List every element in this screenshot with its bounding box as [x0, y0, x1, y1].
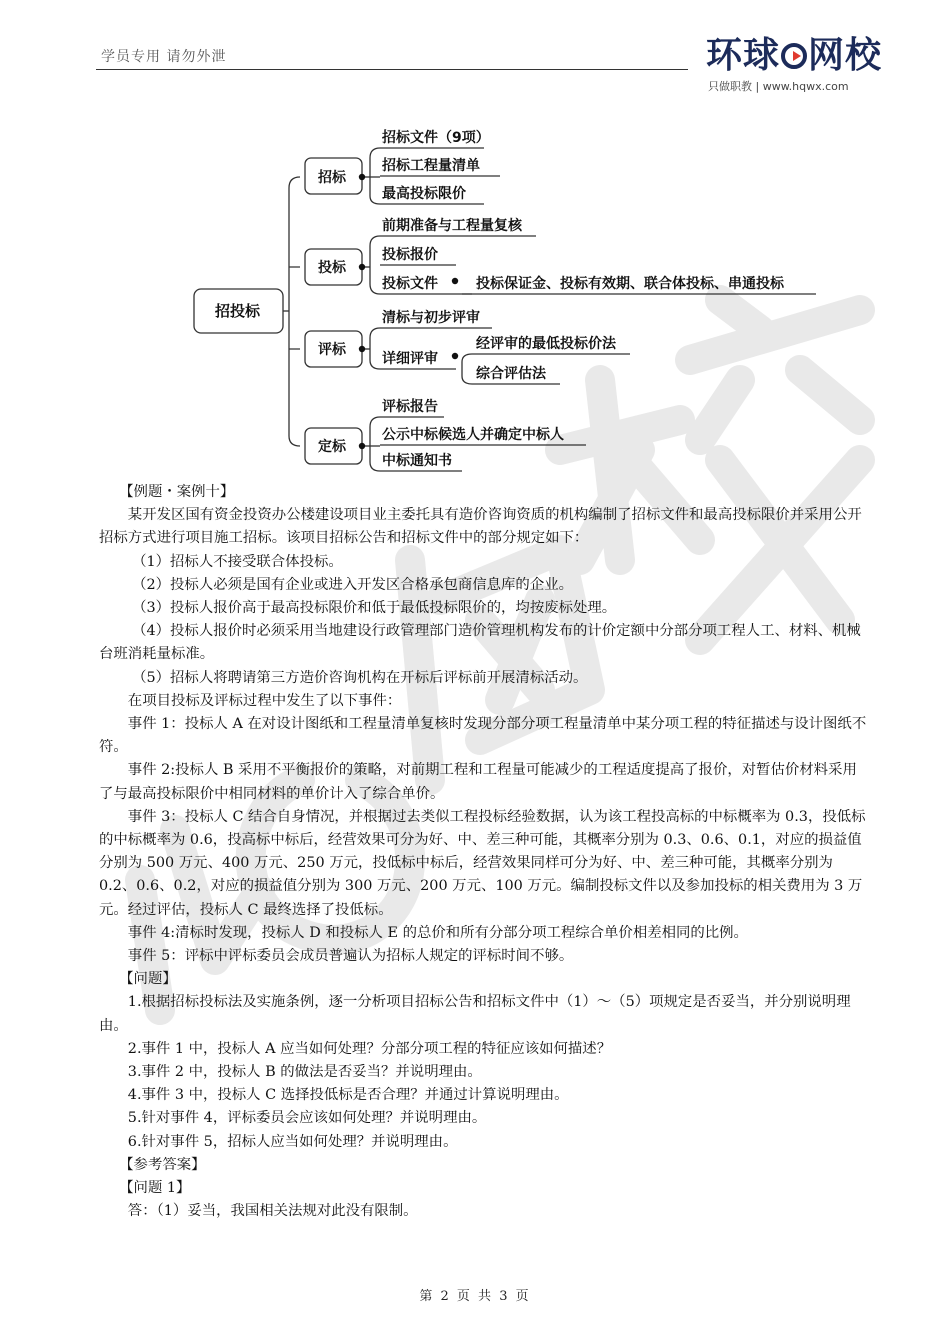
- leaf-zhaobiao-1: 招标文件（9项）: [382, 130, 490, 146]
- logo-wordmark: 环球 网校: [706, 35, 883, 76]
- answer-title: 【参考答案】: [119, 1156, 206, 1173]
- question-6: 6.针对事件 5，招标人应当如何处理？并说明理由。: [127, 1133, 458, 1150]
- rule-5: （5）招标人将聘请第三方造价咨询机构在开标后评标前开展清标活动。: [132, 669, 588, 686]
- leaf-zhaobiao-3: 最高投标限价: [382, 186, 466, 202]
- root-node-label: 招投标: [215, 302, 261, 320]
- branch-label-pingbiao: 评标: [318, 342, 346, 358]
- question-3: 3.事件 2 中，投标人 B 的做法是否妥当？并说明理由。: [127, 1064, 482, 1081]
- leaf-pingbiao-2-sub-2: 综合评估法: [476, 366, 546, 382]
- leaf-pingbiao-2-sub-1: 经评审的最低投标价法: [476, 336, 616, 352]
- header-note: 学员专用 请勿外泄: [101, 49, 227, 65]
- leaf-toubiao-2: 投标报价: [382, 247, 438, 263]
- rule-3: （3）投标人报价高于最高投标限价和低于最低投标限价的，均按废标处理。: [132, 600, 617, 617]
- case-intro: 某开发区国有资金投资办公楼建设项目业主委托具有造价咨询资质的机构编制了招标文件和最高投标限价并采用公开招标方式进行项目施工招标。该项目招标公告和招标文件中的部分规定如下：: [99, 507, 862, 547]
- event-1: 事件 1：投标人 A 在对设计图纸和工程量清单复核时发现分部分项工程量清单中某分项工程的特征描述与设计图纸不符。: [99, 716, 867, 756]
- rule-1: （1）招标人不接受联合体投标。: [132, 553, 343, 570]
- answer-q1-title: 【问题 1】: [119, 1180, 191, 1197]
- branch-label-toubiao: 投标: [318, 260, 346, 276]
- answer-q1-first: 答：（1）妥当，我国相关法规对此没有限制。: [127, 1203, 418, 1220]
- rule-4: （4）投标人报价时必须采用当地建设行政管理部门造价管理机构发布的计价定额中分部分项工程人工、材料、机械台班消耗量标准。: [99, 623, 861, 663]
- question-4: 4.事件 3 中，投标人 C 选择投低标是否合理？并通过计算说明理由。: [127, 1087, 569, 1104]
- example-title: 【例题・案例十】: [119, 484, 235, 500]
- leaf-dingbiao-3: 中标通知书: [382, 453, 452, 469]
- event-4: 事件 4:清标时发现，投标人 D 和投标人 E 的总价和所有分部分项工程综合单价相差相同的比例。: [127, 924, 748, 941]
- leaf-toubiao-1: 前期准备与工程量复核: [382, 218, 522, 234]
- question-1: 1.根据招标投标法及实施条例，逐一分析项目招标公告和招标文件中（1）～（5）项规定是否妥当，并分别说明理由。: [99, 994, 851, 1034]
- event-3: 事件 3：投标人 C 结合自身情况，并根据过去类似工程投标经验数据，认为该工程投高标的中标概率为 0.3，投低标的中标概率为 0.6，投高标中标后，经营效果可分为好、中、差三种可能，其概率分别为 0.3、0.6、0.1，对应的损益值分别为 500 万元、400 万元、250 万元，投低标中标后，经营效果同样可分为好、中、差三种可能，其概率分别为 0.2、0.6、0.2，对应的损益值分别为 300 万元、200 万元、100 万元。编制投标文件以及参加投标的相关费用为 3 万元。经过评估，投标人 C 最终选择了投低标。: [99, 808, 866, 918]
- questions-title: 【问题】: [119, 971, 177, 988]
- leaf-zhaobiao-2: 招标工程量清单: [382, 158, 480, 174]
- leaf-dingbiao-1: 评标报告: [382, 399, 438, 415]
- leaf-toubiao-3: 投标文件: [382, 276, 438, 292]
- leaf-pingbiao-2: 详细评审: [382, 351, 438, 367]
- leaf-toubiao-3-sub: 投标保证金、投标有效期、联合体投标、串通投标: [476, 276, 784, 292]
- question-2: 2.事件 1 中，投标人 A 应当如何处理？分部分项工程的特征应该如何描述？: [127, 1040, 612, 1057]
- branch-label-dingbiao: 定标: [318, 439, 346, 455]
- branch-label-zhaobiao: 招标: [318, 170, 346, 186]
- mind-map: [0, 0, 950, 480]
- leaf-dingbiao-2: 公示中标候选人并确定中标人: [382, 427, 564, 443]
- logo-tagline: 只做职教 | www.hqwx.com: [708, 80, 849, 93]
- leaf-pingbiao-1: 清标与初步评审: [382, 310, 480, 326]
- question-5: 5.针对事件 4，评标委员会应该如何处理？并说明理由。: [127, 1110, 487, 1127]
- rule-2: （2）投标人必须是国有企业或进入开发区合格承包商信息库的企业。: [132, 576, 573, 593]
- page-number: 第 2 页 共 3 页: [419, 1289, 531, 1304]
- events-intro: 在项目投标及评标过程中发生了以下事件：: [127, 692, 402, 709]
- event-2: 事件 2:投标人 B 采用不平衡报价的策略，对前期工程和工程量可能减少的工程适度提高了报价，对暂估价材料采用了与最高投标限价中相同材料的单价计入了综合单价。: [99, 762, 857, 802]
- case-content: [99, 481, 871, 1224]
- event-5: 事件 5：评标中评标委员会成员普遍认为招标人规定的评标时间不够。: [127, 948, 574, 965]
